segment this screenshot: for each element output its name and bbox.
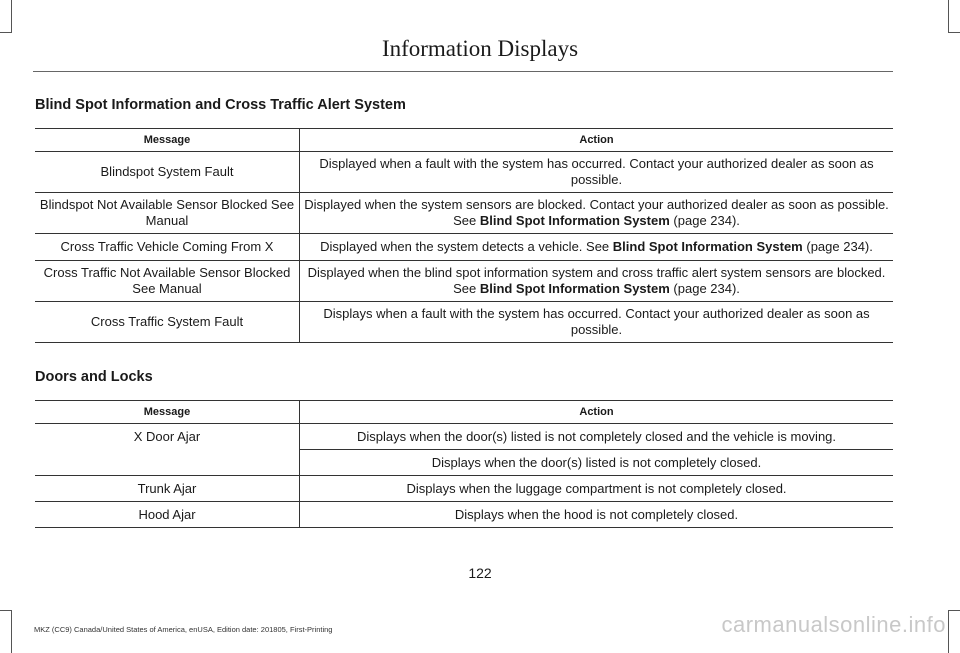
action-text: Displayed when a fault with the system has occurred. Contact your authorized dealer as soon as possible. <box>319 156 874 187</box>
edition-footer: MKZ (CC9) Canada/United States of America, enUSA, Edition date: 201805, First-Printing <box>34 625 333 634</box>
action-cell <box>300 234 894 261</box>
action-cell <box>300 152 894 193</box>
table-header-row <box>35 129 893 152</box>
action-cell <box>300 193 894 234</box>
cross-reference-link[interactable]: Blind Spot Information System <box>612 239 803 254</box>
message-cell: Trunk Ajar <box>35 476 300 502</box>
column-header-message: Message <box>35 129 300 152</box>
action-text: Displays when a fault with the system has occurred. Contact your authorized dealer as soon as possible. <box>323 306 870 337</box>
table-row <box>35 476 893 502</box>
table-row <box>35 152 893 193</box>
message-cell: Cross Traffic Not Available Sensor Blocked See Manual <box>35 261 300 302</box>
message-cell: Cross Traffic System Fault <box>35 302 300 343</box>
crop-mark <box>0 0 12 33</box>
section-heading-blind-spot: Blind Spot Information and Cross Traffic Alert System <box>35 97 406 113</box>
message-cell: Hood Ajar <box>35 502 300 528</box>
table-header-row <box>35 401 893 424</box>
table-row <box>35 502 893 528</box>
column-header-message: Message <box>35 401 300 424</box>
action-cell <box>300 261 894 302</box>
action-text: Displayed when the system sensors are blocked. Contact your authorized dealer as soon as possible. See <box>304 197 889 228</box>
action-cell: Displays when the hood is not completely closed. <box>300 502 894 528</box>
column-header-action: Action <box>300 401 894 424</box>
doors-locks-messages-table <box>35 400 893 528</box>
table-row <box>35 302 893 343</box>
action-cell: Displays when the door(s) listed is not completely closed and the vehicle is moving. <box>300 424 894 450</box>
table-row <box>35 424 893 450</box>
table-row <box>35 193 893 234</box>
crop-mark <box>0 610 12 653</box>
page-reference: (page 234). <box>673 213 740 228</box>
action-text: Displayed when the system detects a vehicle. See <box>320 239 610 254</box>
page-number: 122 <box>468 565 492 581</box>
blind-spot-messages-table <box>35 128 893 343</box>
page-title: Information Displays <box>381 36 579 61</box>
action-cell: Displays when the door(s) listed is not completely closed. <box>300 450 894 476</box>
message-cell: Blindspot Not Available Sensor Blocked See Manual <box>35 193 300 234</box>
crop-mark <box>948 610 960 653</box>
cross-reference-link[interactable]: Blind Spot Information System <box>479 281 670 296</box>
table-row <box>35 234 893 261</box>
watermark-logo: carmanualsonline.info <box>721 612 946 637</box>
page-reference: (page 234). <box>806 239 873 254</box>
crop-mark <box>948 0 960 33</box>
action-text: Displayed when the blind spot information system and cross traffic alert system sensors are blocked. See <box>307 265 886 296</box>
message-cell: Blindspot System Fault <box>35 152 300 193</box>
section-heading-doors-locks: Doors and Locks <box>35 369 153 385</box>
action-cell <box>300 302 894 343</box>
page-reference: (page 234). <box>673 281 740 296</box>
header-divider <box>33 71 893 72</box>
message-cell: X Door Ajar <box>35 424 300 476</box>
table-row <box>35 261 893 302</box>
cross-reference-link[interactable]: Blind Spot Information System <box>479 213 670 228</box>
column-header-action: Action <box>300 129 894 152</box>
message-cell: Cross Traffic Vehicle Coming From X <box>35 234 300 261</box>
action-cell: Displays when the luggage compartment is not completely closed. <box>300 476 894 502</box>
